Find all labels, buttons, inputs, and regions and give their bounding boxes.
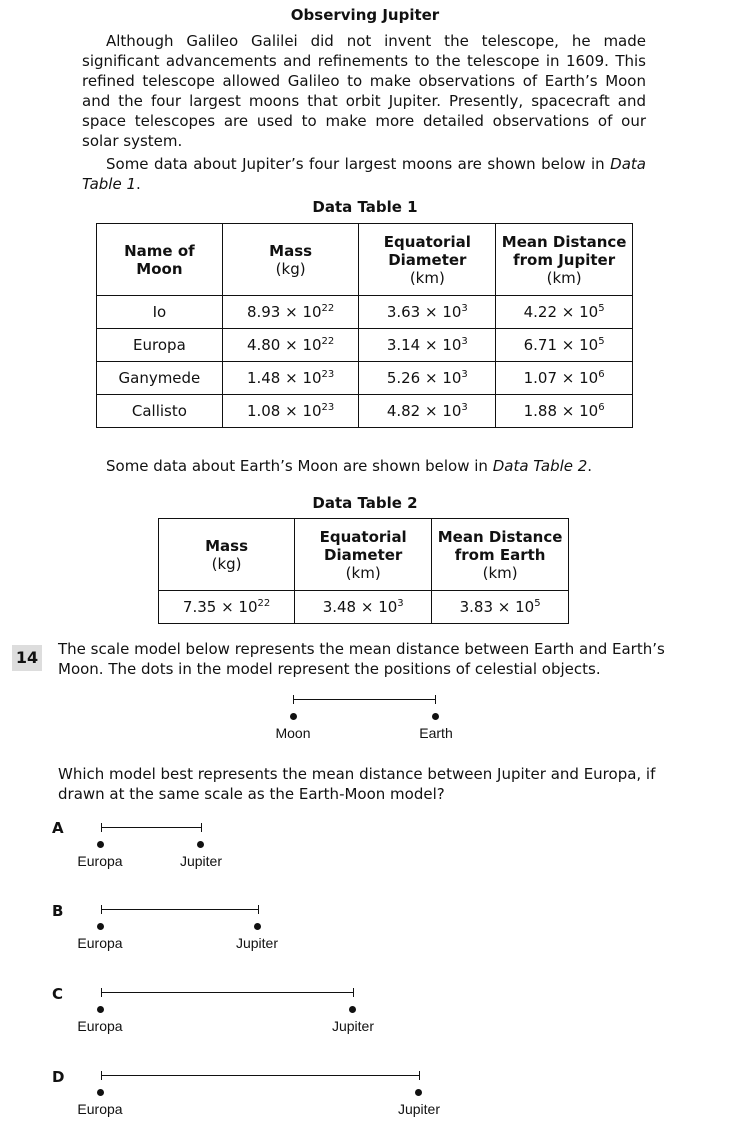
option-letter: D	[52, 1068, 65, 1086]
distance-cell: $3.83 \times 10^5$	[432, 591, 569, 624]
table-row	[159, 591, 569, 624]
mass-cell: $4.80 \times 10^{22}$	[222, 329, 359, 362]
data-table-1	[96, 223, 633, 428]
mass-cell: $1.48 \times 10^{23}$	[222, 362, 359, 395]
earth-label: Earth	[419, 725, 453, 741]
option-distance-line	[101, 909, 258, 910]
mass-cell: $1.08 \times 10^{23}$	[222, 395, 359, 428]
question-stem: The scale model below represents the mean distance between Earth and Earth’s Moon. The dots in the model represent the positions of celestial objects.	[58, 640, 665, 678]
option-distance-line	[101, 1075, 419, 1076]
europa-dot	[97, 1089, 104, 1096]
moon-name-cell: Europa	[97, 329, 223, 362]
model-distance-line	[293, 699, 435, 700]
jupiter-dot	[254, 923, 261, 930]
table2-intro-end: .	[587, 457, 593, 475]
distance-cell: $1.07 \times 10^6$	[496, 362, 633, 395]
europa-label: Europa	[77, 1018, 123, 1034]
option-letter: C	[52, 985, 64, 1003]
table2-intro-paragraph	[106, 457, 592, 475]
option-distance-line	[101, 827, 201, 828]
jupiter-dot	[197, 841, 204, 848]
table1-title: Data Table 1	[312, 198, 418, 216]
diameter-cell: $3.14 \times 10^3$	[359, 329, 496, 362]
question-prompt: Which model best represents the mean distance between Jupiter and Europa, if drawn at the same scale as the Earth-Moon model?	[58, 765, 656, 803]
diameter-cell: $3.48 \times 10^3$	[295, 591, 432, 624]
option-letter: A	[52, 819, 64, 837]
option-right-tick	[419, 1071, 420, 1080]
table2-header-distance: Mean Distance from Earth (km)	[432, 519, 569, 591]
europa-label: Europa	[77, 1101, 123, 1117]
moon-label: Moon	[275, 725, 311, 741]
table-row	[97, 296, 633, 329]
moon-dot	[290, 713, 297, 720]
option-letter: B	[52, 902, 64, 920]
distance-cell: $6.71 \times 10^5$	[496, 329, 633, 362]
europa-dot	[97, 841, 104, 848]
table2-header-diameter: Equatorial Diameter (km)	[295, 519, 432, 591]
option-right-tick	[201, 823, 202, 832]
moon-name-cell: Ganymede	[97, 362, 223, 395]
intro-paragraph	[82, 31, 646, 151]
table1-header-row	[97, 224, 633, 296]
question-number: 14	[12, 645, 42, 671]
option-distance-line	[101, 992, 353, 993]
page-title: Observing Jupiter	[290, 6, 440, 24]
table2-ref: Data Table 2	[492, 457, 588, 475]
moon-name-cell: Io	[97, 296, 223, 329]
option-right-tick	[353, 988, 354, 997]
table2-intro-text: Some data about Earth’s Moon are shown below in	[106, 457, 493, 475]
jupiter-label: Jupiter	[397, 1101, 441, 1117]
europa-dot	[97, 1006, 104, 1013]
table2-header-row	[159, 519, 569, 591]
jupiter-label: Jupiter	[331, 1018, 375, 1034]
mass-cell: $7.35 \times 10^{22}$	[159, 591, 295, 624]
intro-paragraph-text: Although Galileo Galilei did not invent the telescope, he made significant advancements and refinements to the telescope in 1609. This refined telescope allowed Galileo to make observations of Earth’s Moon and the four largest moons that orbit Jupiter. Presently, spacecraft and space telescopes are used to make more detailed observations of our solar system.	[82, 32, 646, 150]
model-right-tick	[435, 695, 436, 704]
mass-cell: $8.93 \times 10^{22}$	[222, 296, 359, 329]
table1-header-name: Name of Moon	[97, 224, 223, 296]
diameter-cell: $5.26 \times 10^3$	[359, 362, 496, 395]
table1-header-distance: Mean Distance from Jupiter (km)	[496, 224, 633, 296]
table1-header-diameter: Equatorial Diameter (km)	[359, 224, 496, 296]
diameter-cell: $3.63 \times 10^3$	[359, 296, 496, 329]
jupiter-label: Jupiter	[235, 935, 279, 951]
distance-cell: $1.88 \times 10^6$	[496, 395, 633, 428]
table2-header-mass: Mass (kg)	[159, 519, 295, 591]
jupiter-dot	[415, 1089, 422, 1096]
option-right-tick	[258, 905, 259, 914]
europa-label: Europa	[77, 853, 123, 869]
table1-intro-text: Some data about Jupiter’s four largest moons are shown below in	[106, 155, 611, 173]
table1-header-mass: Mass (kg)	[222, 224, 359, 296]
table1-intro-end: .	[136, 175, 141, 193]
table1-ref: Data Table 1	[82, 155, 646, 193]
jupiter-dot	[349, 1006, 356, 1013]
europa-label: Europa	[77, 935, 123, 951]
table-row	[97, 395, 633, 428]
earth-dot	[432, 713, 439, 720]
data-table-2	[158, 518, 569, 624]
table2-title: Data Table 2	[312, 494, 418, 512]
moon-name-cell: Callisto	[97, 395, 223, 428]
distance-cell: $4.22 \times 10^5$	[496, 296, 633, 329]
jupiter-label: Jupiter	[179, 853, 223, 869]
europa-dot	[97, 923, 104, 930]
diameter-cell: $4.82 \times 10^3$	[359, 395, 496, 428]
table-row	[97, 329, 633, 362]
table1-intro-paragraph	[82, 154, 646, 194]
table-row	[97, 362, 633, 395]
